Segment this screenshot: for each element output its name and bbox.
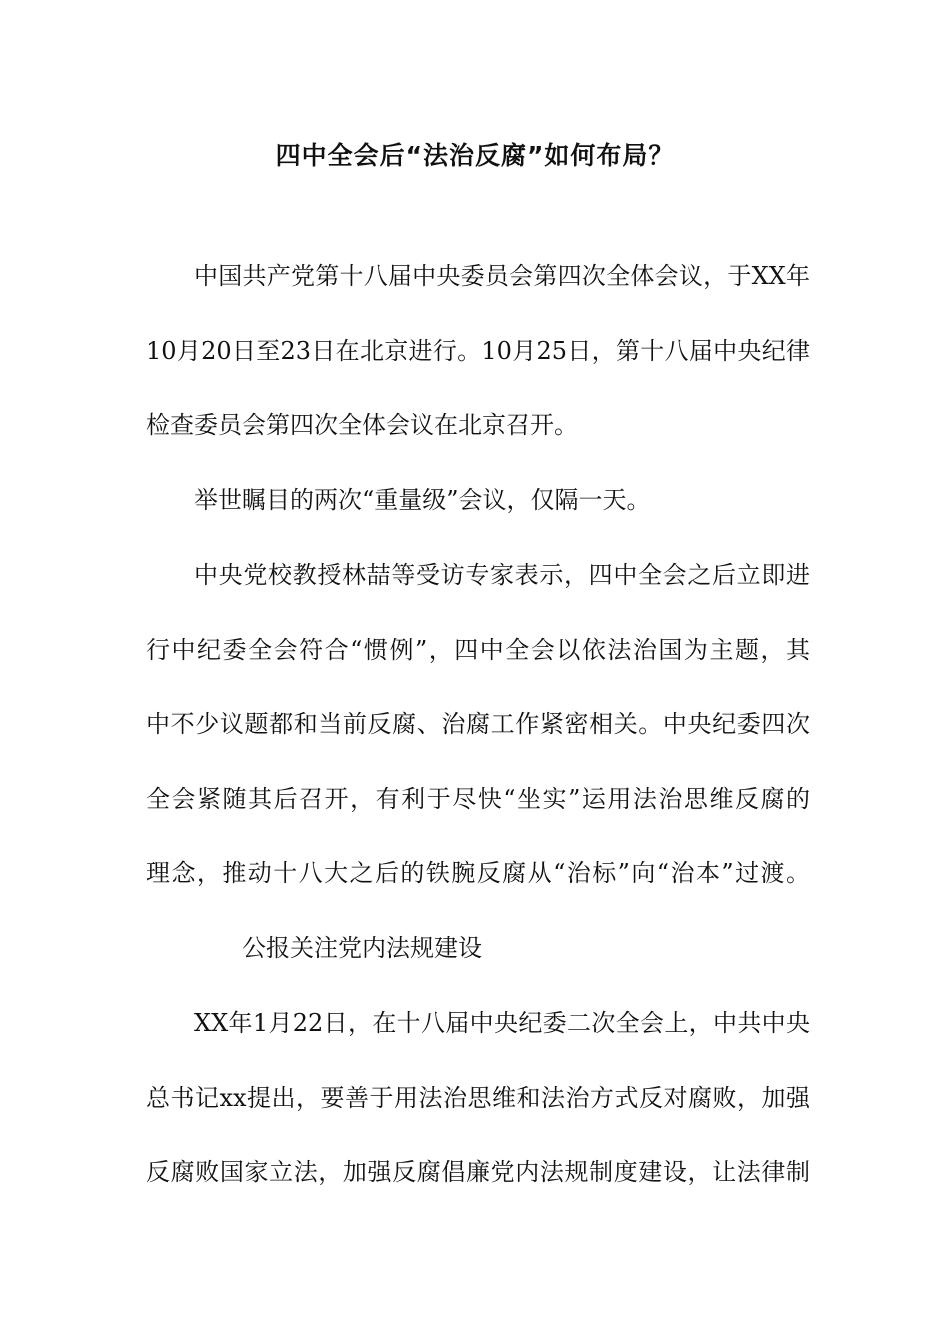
- paragraph-line: 总书记xx提出，要善于用法治思维和法治方式反对腐败，加强: [146, 1084, 810, 1112]
- paragraph-line: 反腐败国家立法，加强反腐倡廉党内法规制度建设，让法律制: [146, 1158, 810, 1186]
- paragraph-line: 中国共产党第十八届中央委员会第四次全体会议，于XX年: [194, 262, 810, 290]
- paragraph-line: 检查委员会第四次全体会议在北京召开。: [146, 411, 578, 439]
- paragraph-line: 全会紧随其后召开，有利于尽快“坐实”运用法治思维反腐的: [146, 785, 810, 813]
- paragraph-line: XX年1月22日，在十八届中央纪委二次全会上，中共中央: [194, 1009, 810, 1037]
- paragraph-line: 10月20日至23日在北京进行。10月25日，第十八届中央纪律: [146, 337, 810, 365]
- paragraph-line: 中不少议题都和当前反腐、治腐工作紧密相关。中央纪委四次: [146, 710, 810, 738]
- document-title: 四中全会后“法治反腐”如何布局？: [275, 141, 675, 170]
- paragraph-line: 举世瞩目的两次“重量级”会议，仅隔一天。: [194, 486, 651, 514]
- paragraph-line: 中央党校教授林喆等受访专家表示，四中全会之后立即进: [194, 561, 810, 589]
- section-heading: 公报关注党内法规建设: [242, 934, 482, 962]
- paragraph-line: 行中纪委全会符合“惯例”，四中全会以依法治国为主题，其: [146, 636, 810, 664]
- paragraph-line: 理念，推动十八大之后的铁腕反腐从“治标”向“治本”过渡。: [146, 859, 810, 887]
